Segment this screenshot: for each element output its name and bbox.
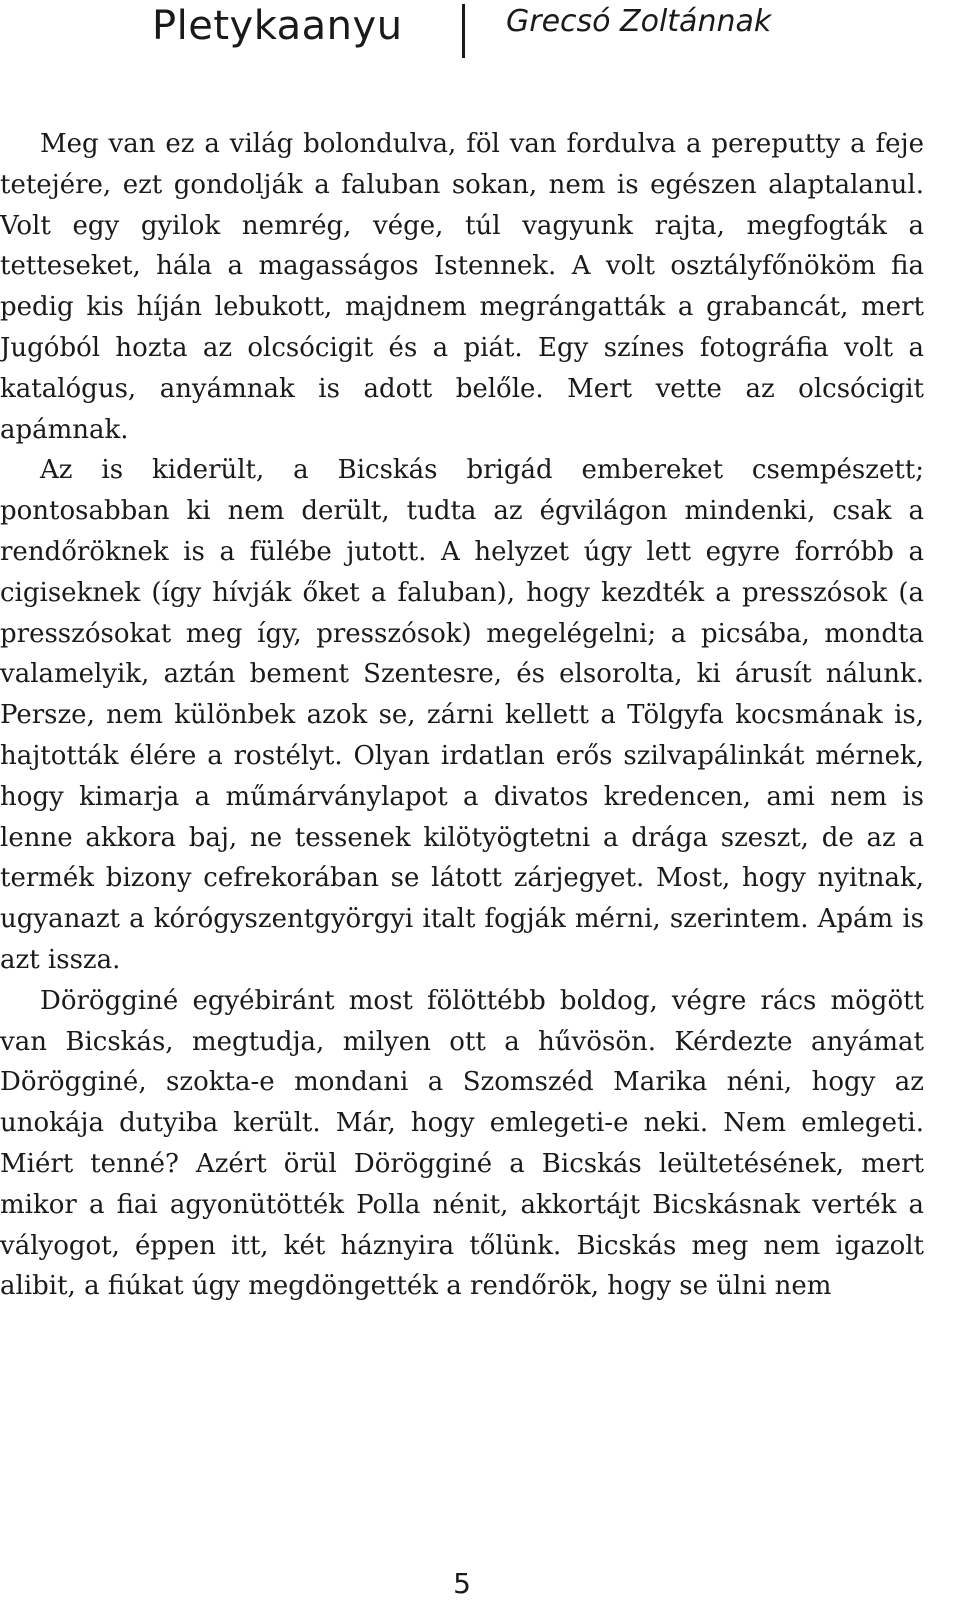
header-divider bbox=[462, 4, 465, 58]
dedication: Grecsó Zoltánnak bbox=[506, 4, 772, 39]
page-header bbox=[0, 0, 960, 70]
paragraph-2: Az is kiderült, a Bicskás brigád embereket csempészett; pontosabban ki nem derült, tudta az égvilágon mindenki, csak a rendőröknek is a fülébe jutott. A helyzet úgy lett egyre forróbb a cigiseknek (így hívják őket a faluban), hogy kezdték a presszósok (a presszósokat meg így, presszósok) megelégelni; a picsába, mondta valamelyik, aztán bement Szentesre, és elsorolta, ki árusít nálunk. Persze, nem különbek azok se, zárni kellett a Tölgyfa kocsmának is, hajtották élére a rostélyt. Olyan irdatlan erős szilvapálinkát mérnek, hogy kimarja a műmárványlapot a divatos kredencen, ami nem is lenne akkora baj, ne tessenek kilötyögtetni a drága szeszt, de az a termék bizony cefrekorában se látott zárjegyet. Most, hogy nyitnak, ugyanazt a kórógyszentgyörgyi italt fogják mérni, szerintem. Apám is azt issza. bbox=[0, 455, 924, 975]
paragraph-3: Dörögginé egyébiránt most fölöttébb boldog, végre rács mögött van Bicskás, megtudja, milyen ott a hűvösön. Kérdezte anyámat Dörögginé, szokta-e mondani a Szomszéd Marika néni, hogy az unokája dutyiba került. Már, hogy emlegeti-e neki. Nem emlegeti. Miért tenné? Azért örül Dörögginé a Bicskás leültetésének, mert mikor a fiai agyonütötték Polla nénit, akkortájt Bicskásnak verték a vályogot, éppen itt, két háznyira tőlünk. Bicskás meg nem igazolt alibit, a fiúkat úgy megdöngették a rendőrök, hogy se ülni nem bbox=[0, 985, 924, 1302]
paragraph-1: Meg van ez a világ bolondulva, föl van fordulva a pereputty a feje tetejére, ezt gondolják a faluban sokan, nem is egészen alaptalanul. Volt egy gyilok nemrég, vége, túl vagyunk rajta, megfogták a tetteseket, hála a magasságos Istennek. A volt osztályfőnököm fia pedig kis híján lebukott, majdnem megrángatták a grabancát, mert Jugóból hozta az olcsócigit és a piát. Egy színes fotográfia volt a katalógus, anyámnak is adott belőle. Mert vette az olcsócigit apámnak. bbox=[0, 129, 924, 445]
body-text bbox=[0, 124, 924, 1307]
chapter-title: Pletykaanyu bbox=[152, 3, 403, 49]
page-number: 5 bbox=[453, 1567, 471, 1600]
